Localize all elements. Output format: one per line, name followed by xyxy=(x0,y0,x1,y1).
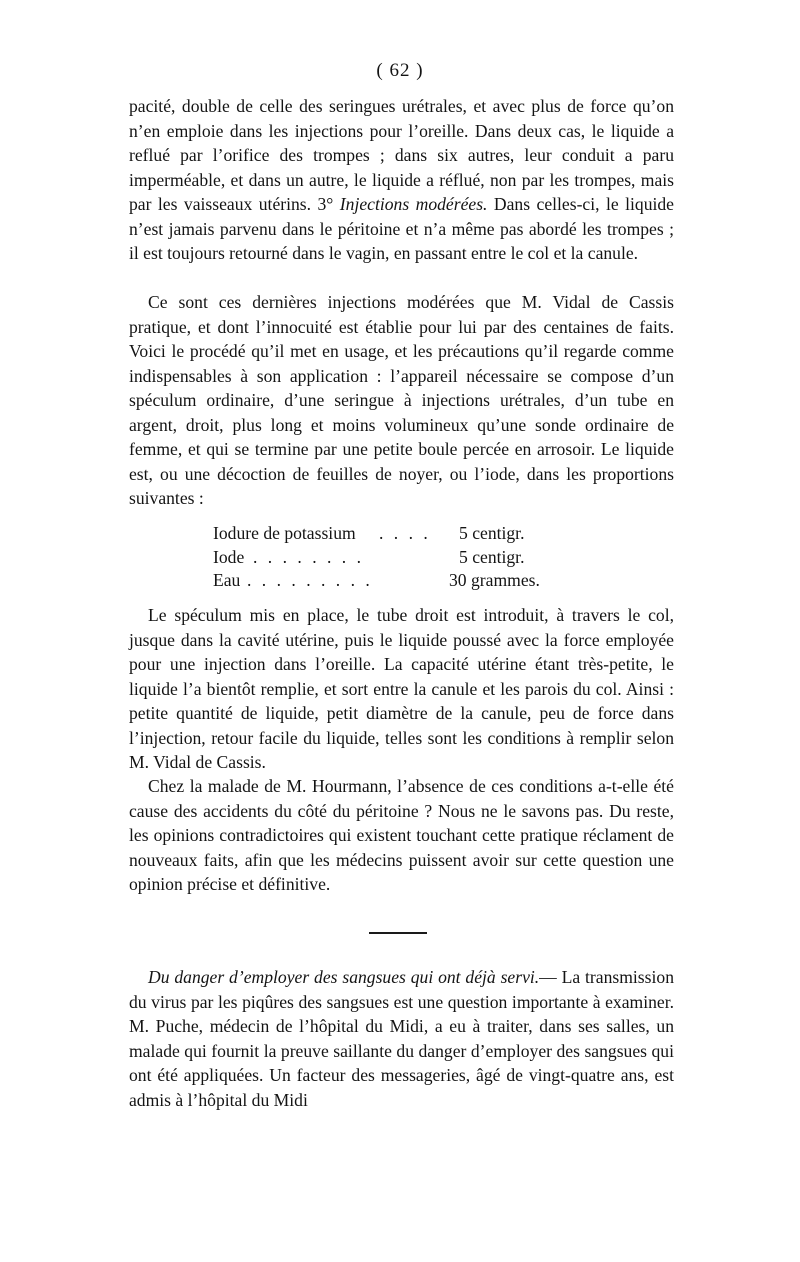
recipe-ingredient: Iodure de potassium xyxy=(213,523,356,543)
recipe-quantity: 30 grammes. xyxy=(449,570,540,590)
paragraph-leeches-danger xyxy=(129,965,674,1112)
recipe-list xyxy=(213,522,593,593)
paragraph-2-text: Ce sont ces dernières injections modérées que M. Vidal de Cassis pratique, et dont l’innocuité est établie pour lui par des centaines de faits. Voici le procédé qu’il met en usage, et les précautions qu’il regarde comme indispensables à son application : l’appareil nécessaire se compose d’un spéculum ordinaire, d’une seringue à injections urétrales, d’un tube en argent, droit, plus long et moins volumineux qu’une sonde ordinaire de femme, et qui se termine par une petite boule percée en arrosoir. Le liquide est, ou une décoction de feuilles de noyer, ou l’iode, dans les proportions suivantes : xyxy=(129,292,674,508)
paragraph-hourmann-case xyxy=(129,774,674,897)
paragraph-3-text: Le spéculum mis en place, le tube droit est introduit, à travers le col, jusque dans la cavité utérine, puis le liquide poussé avec la force employée pour une injection dans l’oreille. La capacité utérine étant très-petite, le liquide l’a bientôt remplie, et sort entre la canule et les parois du col. Ainsi : petite quantité de liquide, petit diamètre de la canule, peu de force dans l’injection, retour facile du liquide, telles sont les conditions à remplir selon M. Vidal de Cassis. xyxy=(129,605,674,772)
paragraph-vidal-procedure xyxy=(129,290,674,511)
paragraph-1-end: Dans celles-ci, le liquide n’est jamais parvenu dans le péritoine et n’a même pas abordé les trompes ; il est toujours retourné dans le vagin, en passant entre le col et la canule. xyxy=(129,194,674,263)
recipe-ingredient: Iode xyxy=(213,546,245,567)
page-number: ( 62 ) xyxy=(376,60,424,81)
paragraph-speculum-procedure xyxy=(129,603,674,775)
recipe-ingredient: Eau xyxy=(213,570,241,590)
emphasis-injections-moderees: Injections modérées. xyxy=(339,194,488,214)
paragraph-injections-moderees xyxy=(129,94,674,266)
paragraph-5-text: — La transmission du virus par les piqûres des sangsues est une question importante à examiner. M. Puche, médecin de l’hôpital du Midi, a eu à traiter, dans ses salles, un malade qui fournit la preuve saillante du danger d’employer des sangsues qui ont été appliquées. Un facteur des messageries, âgé de vingt-quatre ans, est admis à l’hôpital du Midi xyxy=(129,967,674,1110)
recipe-row xyxy=(213,546,593,570)
recipe-quantity: 5 centigr. xyxy=(459,523,525,543)
recipe-leader-dots: . . . . xyxy=(379,523,431,543)
paragraph-text xyxy=(129,94,674,266)
paragraph-1-start: pacité, double de celle des seringues urétrales, et avec plus de force qu’on n’en emploie dans les injections pour l’oreille. Dans deux cas, le liquide a reflué par l’orifice des trompes ; dans six autres, leur conduit a paru imperméable, et dans un autre, le liquide a réflué, non par les trompes, mais par les vaisseaux utérins. 3° xyxy=(129,96,674,214)
recipe-quantity: 5 centigr. xyxy=(459,546,525,567)
section-heading-leeches: Du danger d’employer des sangsues qui ont déjà servi. xyxy=(148,967,540,987)
section-divider xyxy=(369,932,427,934)
paragraph-4-text: Chez la malade de M. Hourmann, l’absence de ces conditions a-t-elle été cause des accidents du côté du péritoine ? Nous ne le savons pas. Du reste, les opinions contradictoires qui existent touchant cette pratique réclament de nouveaux faits, afin que les médecins puissent avoir sur cette question une opinion précise et définitive. xyxy=(129,776,674,894)
recipe-row xyxy=(213,522,593,546)
paragraph-text xyxy=(129,965,674,1112)
recipe-leader-dots: . . . . . . . . xyxy=(253,546,364,567)
recipe-row xyxy=(213,569,593,593)
recipe-leader-dots: . . . . . . . . . xyxy=(247,570,373,590)
